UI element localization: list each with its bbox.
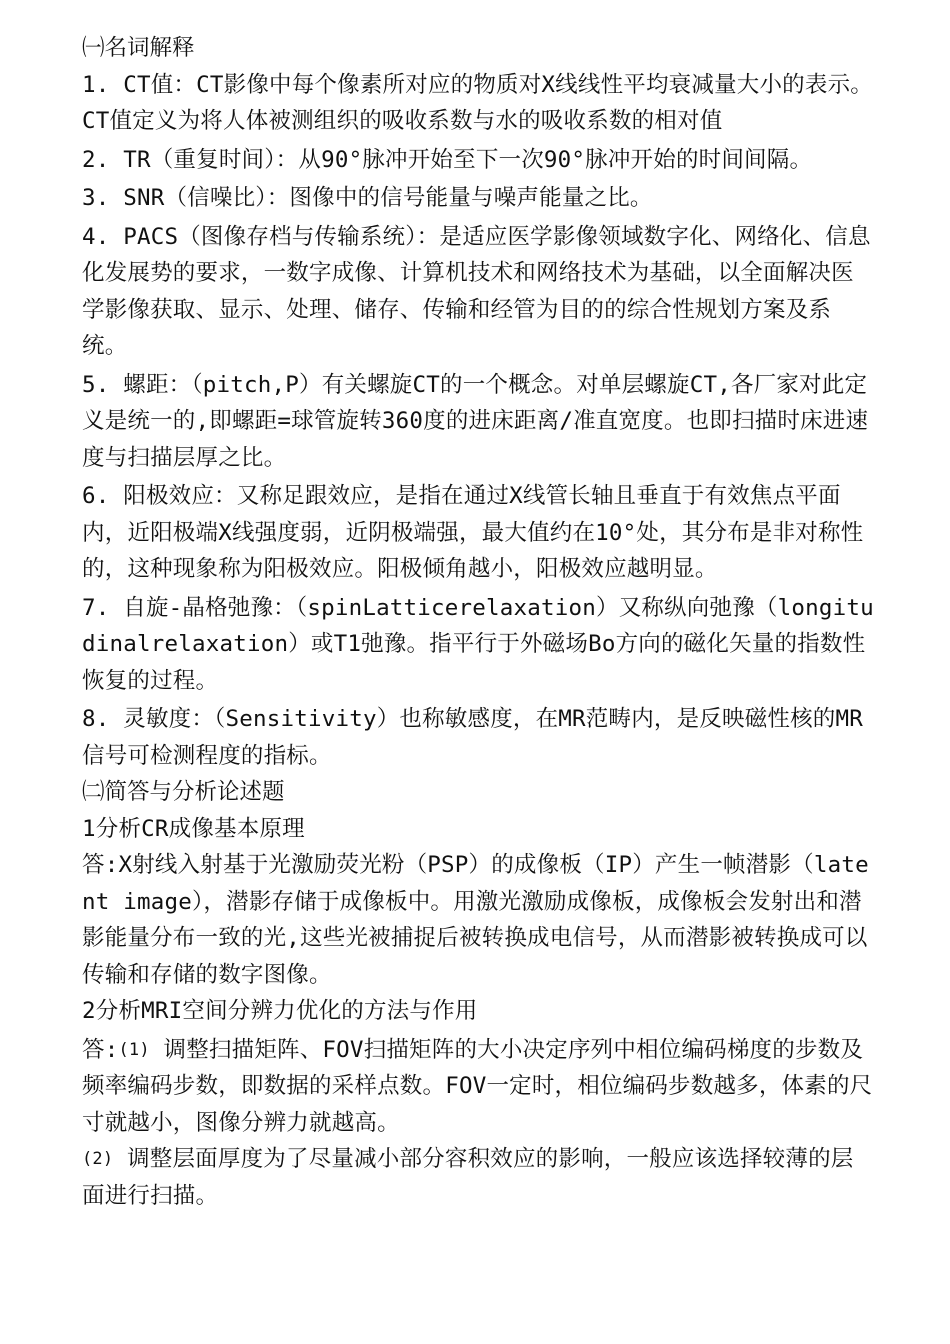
definition-spin-lattice: 7. 自旋-晶格弛豫：（spinLatticerelaxation）又称纵向弛豫（longitudinalrelaxation）或T1弛豫。指平行于外磁场Bo方向的磁化矢量的指数性恢复的过程。 <box>82 594 874 694</box>
definition-pacs: 4. PACS（图像存档与传输系统）：是适应医学影像领域数字化、网络化、信息化发展势的要求，一数字成像、计算机技术和网络技术为基础，以全面解决医学影像获取、显示、处理、储存、传输和经管为目的的综合性规划方案及系统。 <box>82 223 871 359</box>
section-title-definitions: ㈠名词解释 <box>82 35 195 61</box>
section-title-questions: ㈡简答与分析论述题 <box>82 779 285 805</box>
item-text-1: 调整扫描矩阵、FOV扫描矩阵的大小决定序列中相位编码梯度的步数及频率编码步数，即数据的采样点数。FOV一定时，相位编码步数越多，体素的尺寸就越小，图像分辨力就越高。 <box>82 1036 873 1136</box>
answer-prefix: 答: <box>82 1036 119 1063</box>
definition-tr: 2. TR（重复时间）：从90°脉冲开始至下一次90°脉冲开始的时间间隔。 <box>82 146 813 173</box>
question-1-title: 1分析CR成像基本原理 <box>82 815 305 842</box>
question-2-answer-item-1 <box>82 1032 874 1142</box>
definition-sensitivity: 8. 灵敏度：（Sensitivity）也称敏感度，在MR范畴内，是反映磁性核的MR信号可检测程度的指标。 <box>82 706 863 769</box>
question-2-title: 2分析MRI空间分辨力优化的方法与作用 <box>82 998 478 1024</box>
item-marker-2: (2) <box>82 1149 114 1169</box>
definition-anode-effect: 6. 阳极效应：又称足跟效应，是指在通过X线管长轴且垂直于有效焦点平面内，近阳极端X线强度弱，近阴极端强，最大值约在10°处，其分布是非对称性的，这种现象称为阳极效应。阳极倾角越小，阳极效应越明显。 <box>82 483 864 582</box>
definition-snr: 3. SNR（信噪比）：图像中的信号能量与噪声能量之比。 <box>82 185 653 211</box>
definition-ct-value: 1. CT值：CT影像中每个像素所对应的物质对X线线性平均衰减量大小的表示。CT值定义为将人体被测组织的吸收系数与水的吸收系数的相对值 <box>82 71 873 134</box>
definition-pitch: 5. 螺距：（pitch,P）有关螺旋CT的一个概念。对单层螺旋CT,各厂家对此定义是统一的,即螺距=球管旋转360度的进床距离/准直宽度。也即扫描时床进速度与扫描层厚之比。 <box>82 371 869 471</box>
document-page <box>82 30 874 1214</box>
question-2-answer-item-2 <box>82 1141 874 1214</box>
item-text-2: 调整层面厚度为了尽量减小部分容积效应的影响，一般应该选择较薄的层面进行扫描。 <box>82 1146 854 1209</box>
question-1-answer: 答:X射线入射基于光激励荧光粉（PSP）的成像板（IP）产生一帧潜影（latent image），潜影存储于成像板中。用激光激励成像板，成像板会发射出和潜影能量分布一致的光,这些光被捕捉后被转换成电信号，从而潜影被转换成可以传输和存储的数字图像。 <box>82 852 869 988</box>
item-marker-1: (1) <box>118 1039 150 1060</box>
